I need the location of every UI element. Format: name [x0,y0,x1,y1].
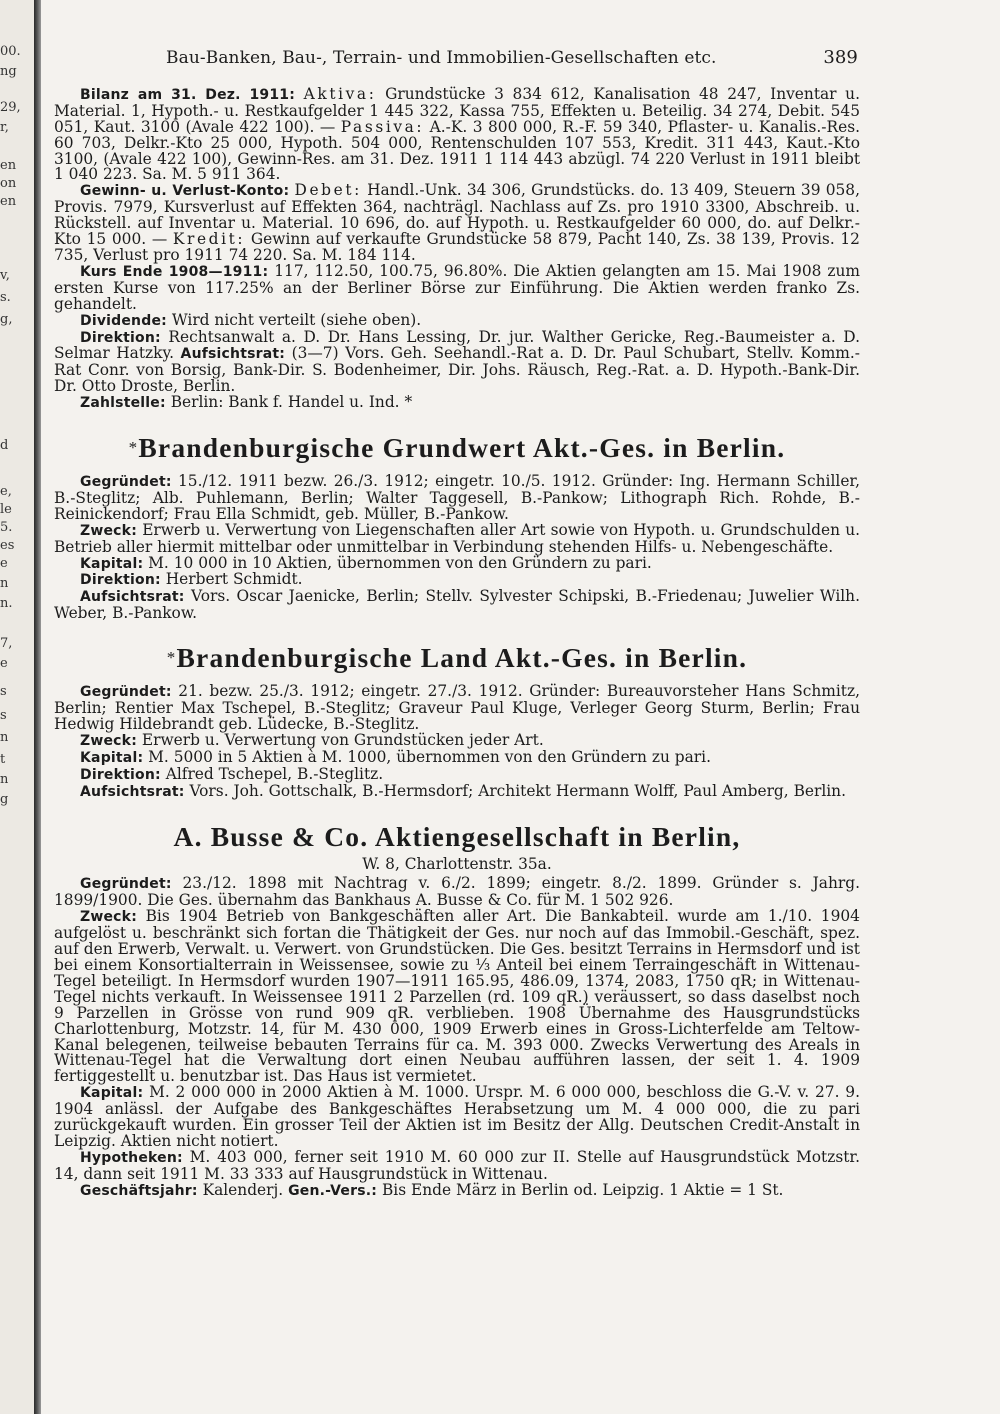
geschaeftsjahr-label: Geschäftsjahr: [80,1182,198,1199]
zweck-paragraph [54,520,860,556]
kurs-label: Kurs Ende 1908—1911: [80,263,269,280]
margin-fragment: g, [0,312,13,327]
guv-label: Gewinn- u. Verlust-Konto: [80,183,290,200]
aufsichtsrat-text: (3—7) Vors. Geh. Seehandl.-Rat a. D. Dr. Paul Schubart, Stellv. Komm.-Rat Conr. von Borsig, Bank-Dir. S. Bodenheimer, Dir. Johs. Räusch, Reg.-Rat. a. D. Hypoth.-Bank-Dir. Dr. Otto Droste, Berlin. [54,344,860,396]
running-title: Bau-Banken, Bau-, Terrain- und Immobilien-Gesellschaften etc. [166,48,717,68]
geschaeftsjahr-text: Kalenderj. [202,1180,284,1199]
gegruendet-text: 23./12. 1898 mit Nachtrag v. 6./2. 1899; eingetr. 8./2. 1899. Gründer s. Jahrg. 1899/1900. Die Ges. übernahm das Bankhaus A. Busse & Co. für M. 1 502 926. [54,874,860,910]
aufsichtsrat-label: Aufsichtsrat: [180,346,286,363]
direktion-text: Herbert Schmidt. [165,570,303,589]
margin-fragment: 7, [0,636,13,651]
margin-fragment: s [0,708,7,723]
passiva-text: A.-K. 3 800 000, R.-F. 59 340, Pflaster- u. Kanalis.-Res. 60 703, Delkr.-Kto 25 000, Hypoth. 504 000, Rentenschulden 107 553, Kredit. 311 443, Kaut.-Kto 3100, (Avale 422 100), Gewinn-Res. am 31. Dez. 1911 1 114 443 abzügl. 74 220 Verlust in 1911 bleibt 1 040 223. Sa. M. 5 911 364. [54,117,860,184]
page-number: 389 [823,47,858,68]
zweck-text: Erwerb u. Verwertung von Grundstücken jeder Art. [141,730,544,749]
direktion-paragraph [54,327,860,396]
margin-fragment: le [0,502,12,517]
geschaeftsjahr-paragraph [54,1180,860,1200]
star-marker: * [128,438,139,458]
kapital-label: Kapital: [80,555,144,572]
debet-word: Debet: [294,181,362,200]
direktion-text: Rechtsanwalt a. D. Dr. Hans Lessing, Dr. jur. Walther Gericke, Reg.-Baumeister a. D. Selmar Hatzky. [54,327,860,363]
margin-fragment: g [0,792,9,807]
kapital-text: M. 2 000 000 in 2000 Aktien à M. 1000. Urspr. M. 6 000 000, beschloss die G.-V. v. 27. 9. 1904 anlässl. der Aufgabe des Bankgeschäftes Herabsetzung um M. 4 000 000, die zu pari zurückgekauft wurden. Ein grosser Teil der Aktien ist im Besitz der Allg. Deutschen Credit-Anstalt in Leipzig. Aktien nicht notiert. [54,1083,860,1150]
genvers-label: Gen.-Vers.: [288,1182,378,1199]
hypotheken-label: Hypotheken: [80,1149,183,1166]
guv-paragraph [54,183,860,264]
gegruendet-paragraph [54,876,860,909]
aufsichtsrat-label: Aufsichtsrat: [80,783,185,800]
zahlstelle-label: Zahlstelle: [80,395,166,412]
margin-fragment: 29, [0,100,21,115]
entry-continuation [54,84,860,412]
margin-fragment: on [0,176,17,191]
zweck-text: Bis 1904 Betrieb von Bankgeschäften aller Art. Die Bankabteil. wurde am 1./10. 1904 aufgelöst u. beschränkt sich fortan die Thätigkeit der Ges. nur noch auf das Immobil.-Geschäft, spez. auf den Erwerb, Verwalt. u. Verwert. von Grundstücken. Die Ges. besitzt Terrains in Hermsdorf und ist bei einem Konsortialterrain in Weissensee, sowie zu ⅓ Anteil bei einem Terraingeschäft in Wittenau-Tegel beteiligt. In Hermsdorf wurden 1907—1911 165.95, 486.09, 1374, 2083, 1750 qR; in Wittenau-Tegel nichts verkauft. In Weissensee 1911 2 Parzellen (rd. 109 qR.) veräussert, so dass daselbst noch 9 Parzellen in Grösse von rund 909 qR. verblieben. 1908 Übernahme des Hausgrundstücks Charlottenburg, Motzstr. 14, für M. 430 000, 1909 Erwerb eines in Gross-Lichterfelde am Teltow-Kanal belegenen, teilweise bebauten Terrains für ca. M. 393 000. Zwecks Verwertung des Areals in Wittenau-Tegel hat die Verwaltung dort einen Neubau aufführen lassen, der seit 1. 4. 1909 fertiggestellt u. benutzbar ist. Das Haus ist vermietet. [54,907,860,1086]
margin-fragment: s. [0,290,11,305]
entry-title [54,642,860,674]
entry-title [54,821,860,853]
zahlstelle-paragraph [54,395,860,412]
margin-fragment: en [0,158,17,173]
zweck-label: Zweck: [80,522,137,539]
kapital-paragraph [54,1085,860,1150]
margin-fragment: es [0,538,15,553]
gegruendet-text: 15./12. 1911 bezw. 26./3. 1912; eingetr. 10./5. 1912. Gründer: Ing. Hermann Schiller, B.-Steglitz; Alb. Puhlemann, Berlin; Walter Taggesell, B.-Pankow; Lithograph Rich. Rohde, B.-Reinickendorf; Frau Ella Schmidt, geb. Müller, B.-Pankow. [54,472,860,523]
kredit-text: Gewinn auf verkaufte Grundstücke 58 879, Pacht 140, Zs. 38 139, Provis. 12 735, Verlust pro 1911 74 220. Sa. M. 184 114. [54,230,860,264]
entry-brandenburgische-grundwert [54,432,860,622]
margin-fragment: r, [0,120,9,135]
zahlstelle-text: Berlin: Bank f. Handel u. Ind. * [170,393,413,412]
kapital-text: M. 10 000 in 10 Aktien, übernommen von den Gründern zu pari. [148,553,652,572]
entry-title [54,432,860,464]
gegruendet-label: Gegründet: [80,876,172,893]
gegruendet-text: 21. bezw. 25./3. 1912; eingetr. 27./3. 1912. Gründer: Bureauvorsteher Hans Schmitz, Berlin; Rentier Max Tschepel, B.-Steglitz; Graveur Paul Kluge, Verleger Georg Sturm, Berlin; Frau Hedwig Hildebrandt geb. Lüdecke, B.-Steglitz. [54,682,860,733]
direktion-label: Direktion: [80,329,161,346]
entry-title-text: Brandenburgische Land Akt.-Ges. in Berlin. [176,642,748,674]
margin-fragment: e [0,656,8,671]
aktiva-text: Grundstücke 3 834 612, Kanalisation 48 247, Inventar u. Material. 1, Hypoth.- u. Restkaufgelder 1 445 322, Kassa 755, Effekten u. Beteilig. 34 274, Debit. 545 051, Kaut. 3100 (Avale 422 100). — [54,84,860,136]
aufsichtsrat-text: Vors. Joh. Gottschalk, B.-Hermsdorf; Architekt Hermann Wolff, Paul Amberg, Berlin. [189,781,846,800]
margin-fragment: en [0,194,17,209]
kurs-text: 117, 112.50, 100.75, 96.80%. Die Aktien gelangten am 15. Mai 1908 zum ersten Kurse von 117.25% an der Berliner Börse zur Einführung. Die Aktien werden franko Zs. gehandelt. [54,261,860,313]
margin-fragment: s [0,684,7,699]
margin-fragment: d [0,438,9,453]
zweck-label: Zweck: [80,732,137,749]
aufsichtsrat-label: Aufsichtsrat: [80,589,185,606]
aufsichtsrat-paragraph [54,589,860,622]
kredit-word: Kredit: [172,230,246,249]
bilanz-paragraph [54,84,860,184]
margin-fragment: 5. [0,520,13,535]
margin-fragment: n [0,576,9,591]
dividende-text: Wird nicht verteilt (siehe oben). [171,310,422,329]
zweck-paragraph [54,909,860,1085]
margin-fragment: 00. [0,44,21,59]
margin-fragment: n [0,730,9,745]
aufsichtsrat-paragraph [54,781,860,801]
kapital-label: Kapital: [80,749,144,766]
debet-text: Handl.-Unk. 34 306, Grundstücks. do. 13 409, Steuern 39 058, Provis. 7979, Kursverlust auf Effekten 364, nachträgl. Nachlass auf Zs. pro 1910 3300, Abschreib. u. Rückstell. auf Inventar u. Material. 10 696, do. auf Hypoth. u. Restkaufgelder 60 000, do. auf Delkr.-Kto 15 000. — [54,181,860,249]
gegruendet-paragraph [54,474,860,523]
genvers-text: Bis Ende März in Berlin od. Leipzig. 1 Aktie = 1 St. [381,1180,784,1199]
page-header [54,47,860,68]
gegruendet-label: Gegründet: [80,474,172,491]
direktion-text: Alfred Tschepel, B.-Steglitz. [165,764,384,783]
hypotheken-text: M. 403 000, ferner seit 1910 M. 60 000 zur II. Stelle auf Hausgrundstück Motzstr. 14, dann seit 1911 M. 33 333 auf Hausgrundstück in Wittenau. [54,1147,860,1183]
margin-fragment: n. [0,596,13,611]
direktion-label: Direktion: [80,766,161,783]
margin-fragment: e, [0,484,12,499]
direktion-label: Direktion: [80,572,161,589]
gegruendet-paragraph [54,684,860,733]
entry-busse-co [54,821,860,1200]
document-page [54,40,860,1390]
zweck-text: Erwerb u. Verwertung von Liegenschaften aller Art sowie von Hypoth. u. Grundschulden u. Betrieb aller hiermit mittelbar oder unmittelbar in Verbindung stehenden Hilfs- u. Nebengeschäfte. [54,520,860,556]
margin-fragment: v, [0,268,10,283]
margin-fragment: ng [0,64,17,79]
hypotheken-paragraph [54,1147,860,1183]
aktiva-word: Aktiva: [303,84,377,103]
margin-fragment: t [0,752,6,767]
kapital-text: M. 5000 in 5 Aktien à M. 1000, übernommen von den Gründern zu pari. [148,747,711,766]
aufsichtsrat-text: Vors. Oscar Jaenicke, Berlin; Stellv. Sylvester Schipski, B.-Friedenau; Juwelier Wilh. Weber, B.-Pankow. [54,587,860,623]
book-fold-shadow [34,0,41,1414]
dividende-label: Dividende: [80,312,167,329]
margin-fragment: e [0,556,8,571]
zweck-label: Zweck: [80,909,137,926]
kurs-paragraph [54,261,860,313]
entry-title-text: A. Busse & Co. Aktiengesellschaft in Berlin, [173,820,741,852]
entry-brandenburgische-land [54,642,860,800]
gegruendet-label: Gegründet: [80,684,172,701]
scan-left-margin [0,0,34,1414]
entry-title-text: Brandenburgische Grundwert Akt.-Ges. in Berlin. [138,432,786,464]
bilanz-label: Bilanz am 31. Dez. 1911: [80,86,296,103]
passiva-word: Passiva: [340,117,425,136]
kapital-label: Kapital: [80,1085,144,1102]
star-marker: * [166,648,177,668]
entry-address: W. 8, Charlottenstr. 35a. [362,854,552,873]
margin-fragment: n [0,772,9,787]
